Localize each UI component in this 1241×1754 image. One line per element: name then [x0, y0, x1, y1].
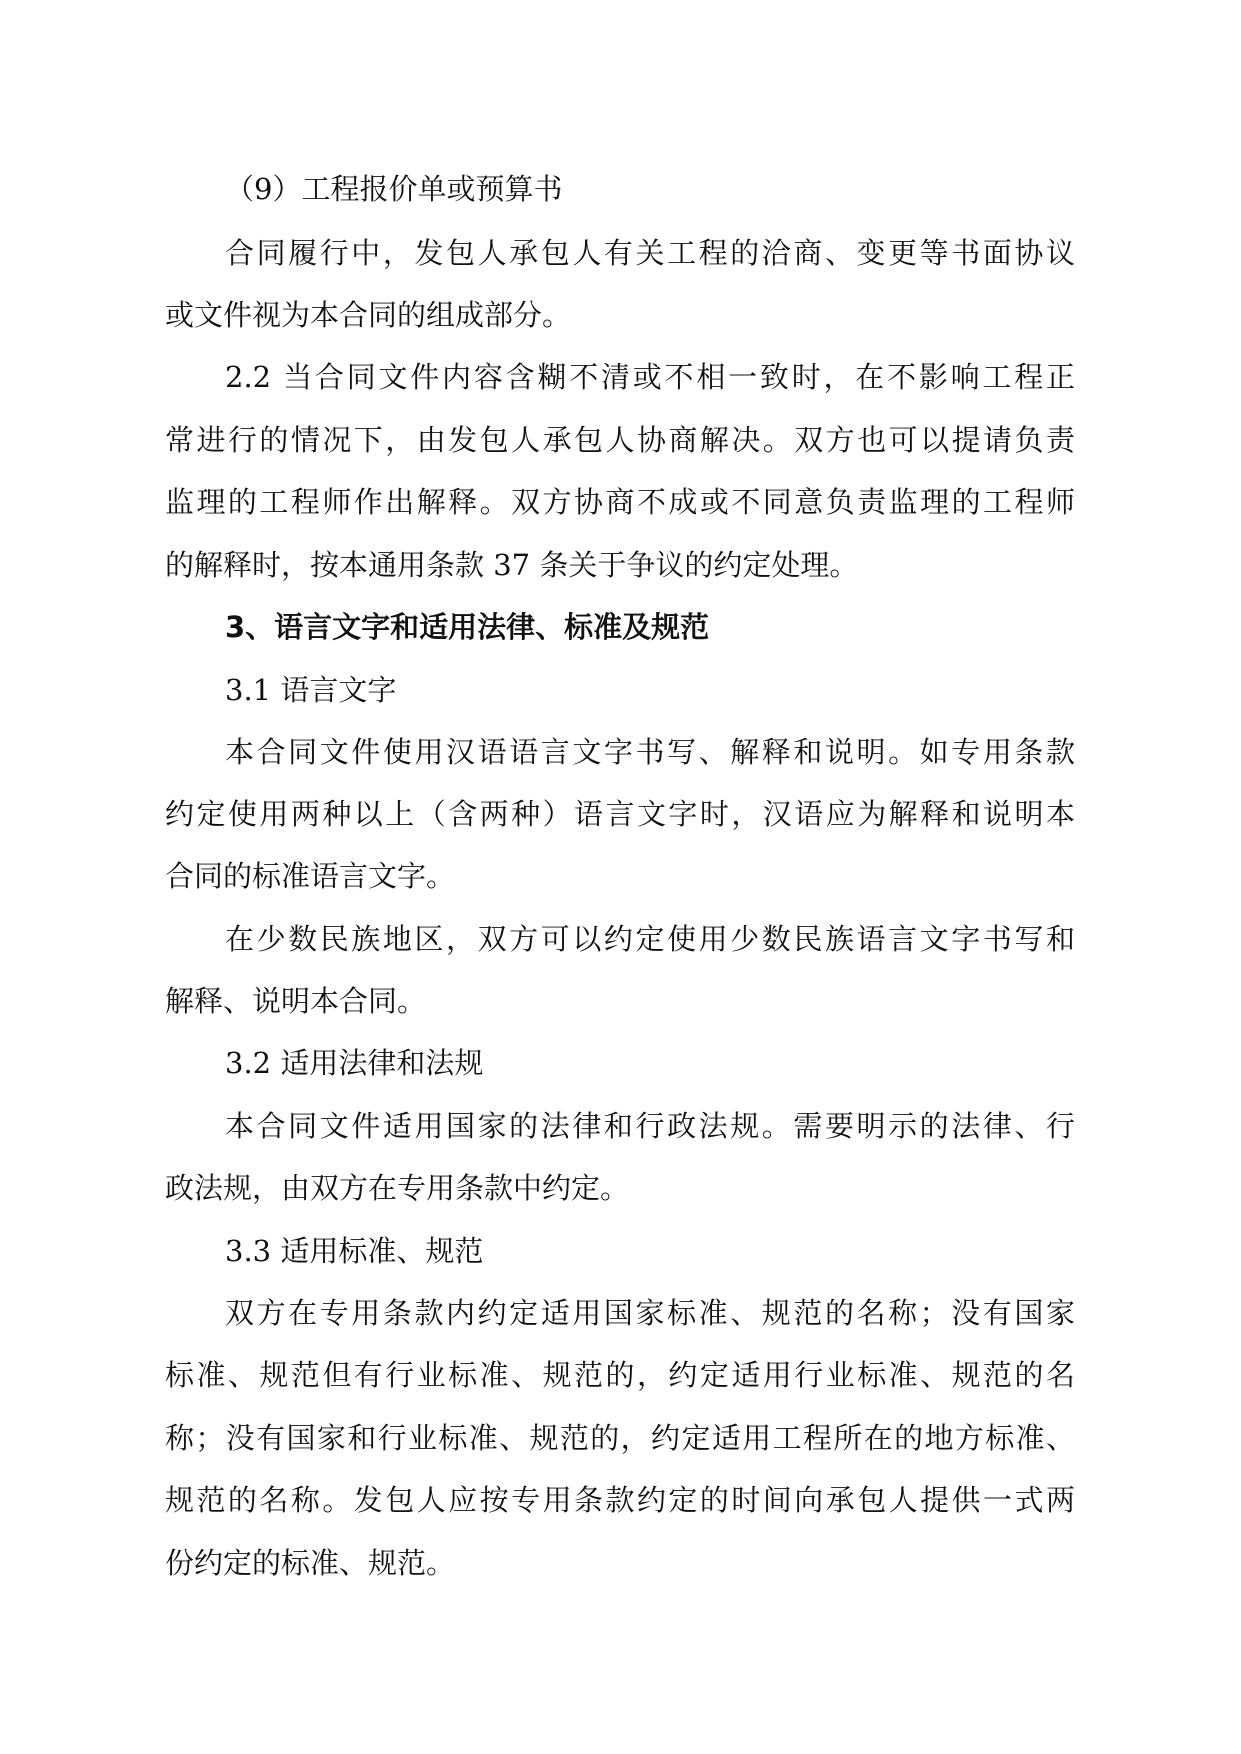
clause-3-3-title: 3.3 适用标准、规范 — [225, 1234, 484, 1268]
paragraph-line: 本合同文件适用国家的法律和行政法规。需要明示的法律、行 — [225, 1109, 1075, 1143]
clause-2-2-line: 2.2 当合同文件内容含糊不清或不相一致时，在不影响工程正 — [225, 360, 1075, 394]
paragraph-line: 或文件视为本合同的组成部分。 — [165, 298, 572, 332]
paragraph-line: 解释、说明本合同。 — [165, 984, 427, 1018]
clause-3-2-title: 3.2 适用法律和法规 — [225, 1046, 484, 1080]
section-3-heading: 3、语言文字和适用法律、标准及规范 — [225, 610, 710, 644]
paragraph-line: 监理的工程师作出解释。双方协商不成或不同意负责监理的工程师 — [165, 485, 1075, 519]
paragraph-line: 规范的名称。发包人应按专用条款约定的时间向承包人提供一式两 — [165, 1483, 1075, 1517]
paragraph-line: 标准、规范但有行业标准、规范的，约定适用行业标准、规范的名 — [165, 1358, 1075, 1392]
paragraph-line: 常进行的情况下，由发包人承包人协商解决。双方也可以提请负责 — [165, 423, 1075, 457]
paragraph-line: 政法规，由双方在专用条款中约定。 — [165, 1171, 630, 1205]
item-9-line: （9）工程报价单或预算书 — [225, 172, 563, 206]
paragraph-line: 份约定的标准、规范。 — [165, 1546, 456, 1580]
paragraph-line: 本合同文件使用汉语语言文字书写、解释和说明。如专用条款 — [225, 735, 1075, 769]
paragraph-line: 合同履行中，发包人承包人有关工程的洽商、变更等书面协议 — [225, 236, 1075, 270]
paragraph-line: 称；没有国家和行业标准、规范的，约定适用工程所在的地方标准、 — [165, 1421, 1075, 1455]
paragraph-line: 合同的标准语言文字。 — [165, 859, 456, 893]
paragraph-line: 双方在专用条款内约定适用国家标准、规范的名称；没有国家 — [225, 1296, 1075, 1330]
paragraph-line: 的解释时，按本通用条款 37 条关于争议的约定处理。 — [165, 548, 859, 582]
clause-3-1-title: 3.1 语言文字 — [225, 673, 397, 707]
paragraph-line: 在少数民族地区，双方可以约定使用少数民族语言文字书写和 — [225, 922, 1075, 956]
paragraph-line: 约定使用两种以上（含两种）语言文字时，汉语应为解释和说明本 — [165, 797, 1075, 831]
